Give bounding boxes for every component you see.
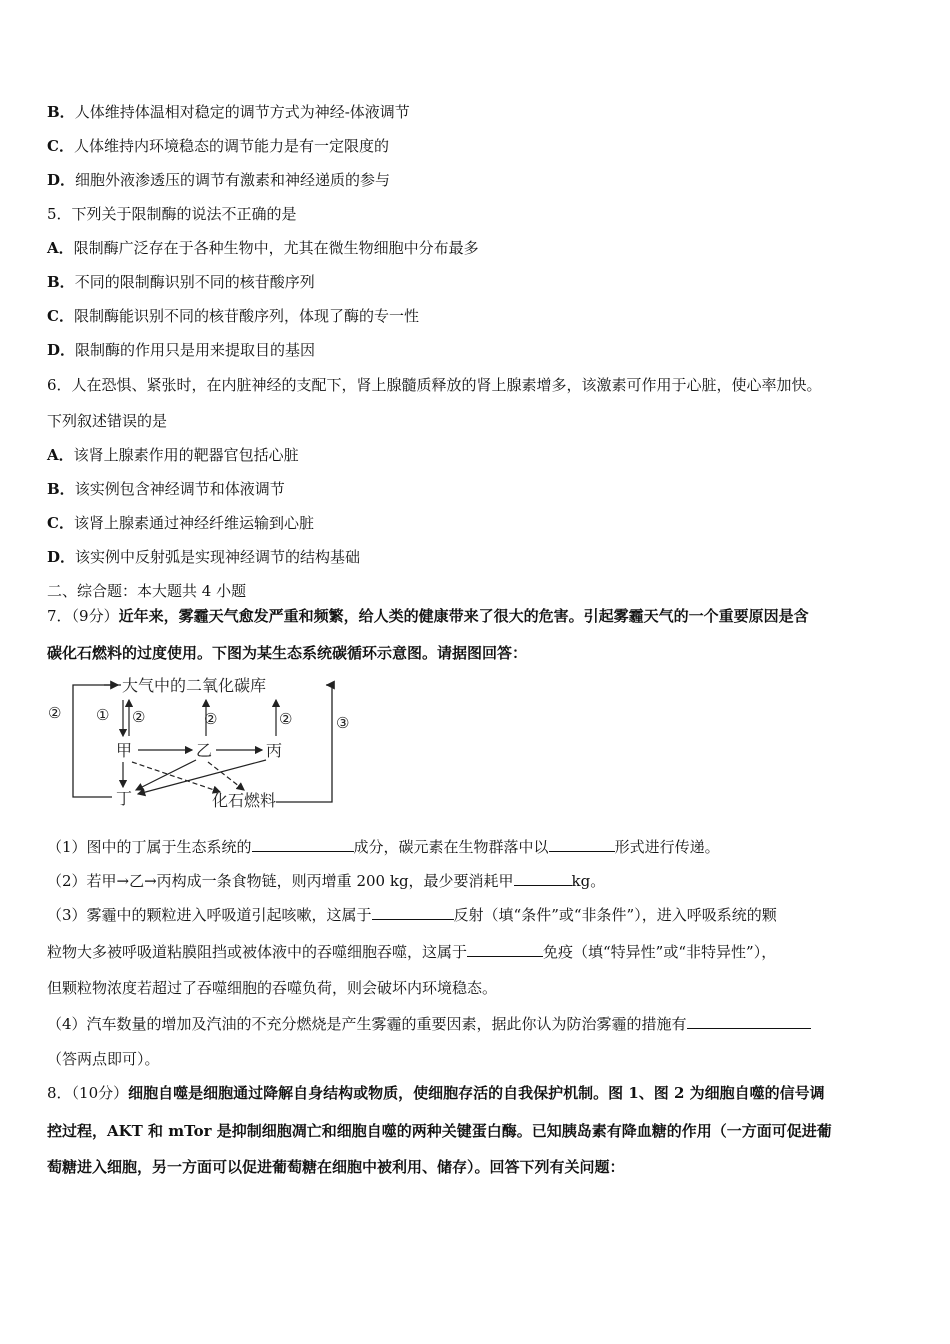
q7-sub2 — [47, 870, 605, 891]
q4-option-b — [47, 102, 410, 122]
option-text: 细胞外液渗透压的调节有激素和神经递质的参与 — [75, 171, 391, 189]
stem-text: 近年来，雾霾天气愈发严重和频繁，给人类的健康带来了很大的危害。引起雾霾天气的一个重要原因是含 — [118, 607, 809, 625]
sub3-text-c: 粒物大多被呼吸道粘膜阻挡或被体液中的吞噬细胞吞噬，这属于 — [47, 943, 468, 961]
q5-option-d — [47, 340, 315, 360]
option-letter: D． — [47, 171, 76, 189]
option-text: 不同的限制酶识别不同的核苷酸序列 — [74, 273, 315, 291]
node-bing: 丙 — [266, 741, 283, 760]
option-text: 限制酶广泛存在于各种生物中，尤其在微生物细胞中分布最多 — [73, 239, 479, 257]
question-number: 7． — [47, 607, 72, 625]
sub1-text-b: 成分，碳元素在生物群落中以 — [353, 838, 549, 856]
carbon-cycle-diagram — [44, 672, 364, 812]
option-letter: B． — [47, 480, 75, 498]
option-text: 该实例包含神经调节和体液调节 — [74, 480, 285, 498]
q5-option-a — [47, 238, 479, 258]
option-text: 限制酶的作用只是用来提取目的基因 — [75, 341, 316, 359]
option-letter: C． — [47, 137, 74, 155]
q8-stem-line3: 萄糖进入细胞，另一方面可以促进葡萄糖在细胞中被利用、储存）。回答下列有关问题： — [47, 1158, 625, 1176]
sub3-text-b: 反射（填“条件”或“非条件”），进入呼吸系统的颗 — [453, 906, 777, 924]
q7-sub3-line1 — [47, 904, 777, 925]
right-loop-line — [276, 685, 332, 802]
question-points: （9分） — [71, 607, 119, 625]
node-jia: 甲 — [116, 741, 133, 760]
option-text: 该实例中反射弧是实现神经调节的结构基础 — [75, 548, 361, 566]
q7-sub4-line2: （答两点即可）。 — [47, 1050, 160, 1068]
q5-option-c — [47, 306, 419, 326]
dashed-jia-to-fossil — [132, 762, 220, 792]
option-text: 该肾上腺素通过神经纤维运输到心脏 — [73, 514, 314, 532]
q7-sub1 — [47, 836, 720, 857]
q8-stem-line2: 控过程，AKT 和 mTor 是抑制细胞凋亡和细胞自噬的两种关键蛋白酶。已知胰岛素有降血糖的作用（一方面可促进葡 — [47, 1122, 832, 1140]
marker-2-jia: ② — [132, 708, 146, 726]
q7-sub3-line3: 但颗粒物浓度若超过了吞噬细胞的吞噬负荷，则会破坏内环境稳态。 — [47, 979, 498, 997]
answer-blank[interactable] — [467, 941, 543, 957]
marker-2-bing: ② — [279, 710, 293, 728]
option-text: 人体维持内环境稳态的调节能力是有一定限度的 — [73, 137, 389, 155]
sub2-text-a: （2）若甲→乙→丙构成一条食物链，则丙增重 200 kg，最少要消耗甲 — [47, 872, 514, 890]
option-letter: B． — [47, 273, 75, 291]
option-letter: C． — [47, 514, 74, 532]
question-points: （10分） — [71, 1084, 129, 1102]
stem-text: 细胞自噬是细胞通过降解自身结构或物质，使细胞存活的自我保护机制。图 1、图 2 为细胞自噬的信号调 — [128, 1084, 825, 1102]
atmosphere-label: 大气中的二氧化碳库 — [122, 676, 267, 695]
q7-stem-line2: 碳化石燃料的过度使用。下图为某生态系统碳循环示意图。请据图回答： — [47, 644, 528, 662]
left-loop-line — [73, 685, 121, 797]
node-fossil: 化石燃料 — [212, 791, 277, 810]
sub2-text-b: kg。 — [571, 872, 606, 890]
q4-option-d — [47, 170, 390, 190]
q6-option-d — [47, 547, 360, 567]
marker-3: ③ — [336, 714, 350, 732]
answer-blank[interactable] — [687, 1013, 811, 1029]
answer-blank[interactable] — [372, 904, 454, 920]
q6-stem-line2: 下列叙述错误的是 — [47, 412, 168, 430]
option-text: 限制酶能识别不同的核苷酸序列，体现了酶的专一性 — [73, 307, 419, 325]
option-letter: D． — [47, 548, 76, 566]
node-yi: 乙 — [196, 741, 213, 760]
option-letter: B． — [47, 103, 75, 121]
option-letter: A． — [47, 446, 74, 464]
option-letter: C． — [47, 307, 74, 325]
answer-blank[interactable] — [514, 870, 572, 886]
arrow-bing-to-ding — [138, 760, 266, 794]
marker-1: ① — [96, 706, 110, 724]
option-letter: D． — [47, 341, 76, 359]
q6-stem-line1: 6．人在恐惧、紧张时，在内脏神经的支配下，肾上腺髓质释放的肾上腺素增多，该激素可作用于心脏，使心率加快。 — [47, 376, 822, 394]
option-letter: A． — [47, 239, 74, 257]
q6-option-c — [47, 513, 314, 533]
answer-blank[interactable] — [252, 836, 354, 852]
q5-stem: 5．下列关于限制酶的说法不正确的是 — [47, 205, 297, 223]
sub3-text-a: （3）雾霾中的颗粒进入呼吸道引起咳嗽，这属于 — [47, 906, 372, 924]
sub1-text-a: （1）图中的丁属于生态系统的 — [47, 838, 252, 856]
sub1-text-c: 形式进行传递。 — [614, 838, 720, 856]
q5-option-b — [47, 272, 315, 292]
q6-option-a — [47, 445, 299, 465]
node-ding: 丁 — [116, 789, 133, 808]
q4-option-c — [47, 136, 389, 156]
marker-2-left: ② — [48, 704, 62, 722]
q7-sub4-line1 — [47, 1013, 811, 1034]
option-text: 该肾上腺素作用的靶器官包括心脏 — [73, 446, 299, 464]
section-title: 二、综合题：本大题共 4 小题 — [47, 582, 247, 600]
marker-2-yi: ② — [204, 710, 218, 728]
sub3-text-d: 免疫（填“特异性”或“非特异性”）， — [543, 943, 777, 961]
dashed-yi-to-fossil — [208, 762, 244, 790]
q7-sub3-line2 — [47, 941, 776, 962]
option-text: 人体维持体温相对稳定的调节方式为神经-体液调节 — [74, 103, 410, 121]
answer-blank[interactable] — [549, 836, 615, 852]
q7-stem-line1 — [47, 606, 809, 626]
q6-option-b — [47, 479, 285, 499]
question-number: 8． — [47, 1084, 72, 1102]
q8-stem-line1 — [47, 1083, 825, 1103]
arrow-yi-to-ding — [136, 760, 196, 790]
sub4-text-a: （4）汽车数量的增加及汽油的不充分燃烧是产生雾霾的重要因素，据此你认为防治雾霾的措施有 — [47, 1015, 687, 1033]
